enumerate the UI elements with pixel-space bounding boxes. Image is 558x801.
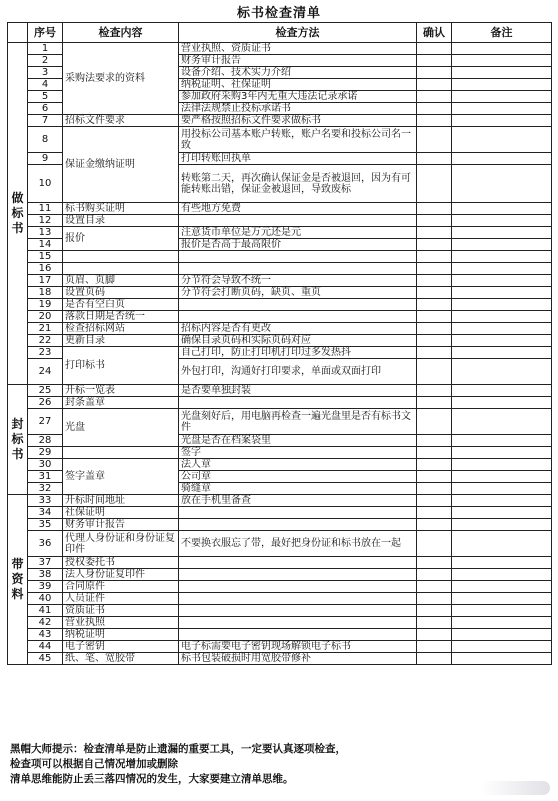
confirm-cell[interactable] xyxy=(417,629,452,641)
row-number: 27 xyxy=(28,409,63,435)
table-body xyxy=(8,43,552,665)
remark-cell[interactable] xyxy=(452,153,552,165)
confirm-cell[interactable] xyxy=(417,153,452,165)
confirm-cell[interactable] xyxy=(417,165,452,203)
remark-cell[interactable] xyxy=(452,435,552,447)
confirm-cell[interactable] xyxy=(417,507,452,519)
row-number: 26 xyxy=(28,397,63,409)
group-label-text: 做标书 xyxy=(11,191,24,235)
row-number: 29 xyxy=(28,447,63,459)
remark-cell[interactable] xyxy=(452,653,552,665)
confirm-cell[interactable] xyxy=(417,581,452,593)
check-content: 封条盖章 xyxy=(63,397,179,409)
check-content: 设置页码 xyxy=(63,287,179,299)
check-method: 法律法规禁止投标承诺书 xyxy=(179,103,417,115)
check-method: 招标内容是否有更改 xyxy=(179,323,417,335)
check-method xyxy=(179,519,417,531)
check-content: 纳税证明 xyxy=(63,629,179,641)
remark-cell[interactable] xyxy=(452,127,552,153)
confirm-cell[interactable] xyxy=(417,483,452,495)
row-number: 13 xyxy=(28,227,63,239)
check-method xyxy=(179,215,417,227)
remark-cell[interactable] xyxy=(452,115,552,127)
check-method xyxy=(179,629,417,641)
remark-cell[interactable] xyxy=(452,519,552,531)
watermark-blur xyxy=(480,781,550,795)
row-number: 31 xyxy=(28,471,63,483)
check-content: 开标一览表 xyxy=(63,385,179,397)
row-number: 32 xyxy=(28,483,63,495)
remark-cell[interactable] xyxy=(452,91,552,103)
confirm-cell[interactable] xyxy=(417,617,452,629)
confirm-cell[interactable] xyxy=(417,115,452,127)
confirm-cell[interactable] xyxy=(417,557,452,569)
table-row xyxy=(8,215,552,227)
table-row xyxy=(8,507,552,519)
check-method: 注意货币单位是万元还是元 xyxy=(179,227,417,239)
remark-cell[interactable] xyxy=(452,203,552,215)
check-content: 资质证书 xyxy=(63,605,179,617)
check-method: 放在手机里备查 xyxy=(179,495,417,507)
check-method xyxy=(179,557,417,569)
confirm-cell[interactable] xyxy=(417,459,452,471)
confirm-cell[interactable] xyxy=(417,215,452,227)
confirm-cell[interactable] xyxy=(417,239,452,251)
check-method xyxy=(179,397,417,409)
check-content: 签字盖章 xyxy=(63,459,179,495)
remark-cell[interactable] xyxy=(452,385,552,397)
table-row xyxy=(8,629,552,641)
row-number: 18 xyxy=(28,287,63,299)
check-method: 光盘刻好后，用电脑再检查一遍光盘里是否有标书文件 xyxy=(179,409,417,435)
footer-line-3: 清单思维能防止丢三落四情况的发生，大家要建立清单思维。 xyxy=(10,773,294,785)
table-row xyxy=(8,581,552,593)
group-label xyxy=(8,495,28,665)
group-label-text: 封标书 xyxy=(11,417,24,461)
check-content: 招标文件要求 xyxy=(63,115,179,127)
header-content: 检查内容 xyxy=(63,23,179,43)
table-row xyxy=(8,593,552,605)
check-method xyxy=(179,581,417,593)
remark-cell[interactable] xyxy=(452,215,552,227)
table-row xyxy=(8,653,552,665)
confirm-cell[interactable] xyxy=(417,79,452,91)
check-method: 公司章 xyxy=(179,471,417,483)
row-number: 8 xyxy=(28,127,63,153)
remark-cell[interactable] xyxy=(452,335,552,347)
check-content: 光盘 xyxy=(63,409,179,447)
remark-cell[interactable] xyxy=(452,251,552,263)
remark-cell[interactable] xyxy=(452,605,552,617)
row-number: 21 xyxy=(28,323,63,335)
confirm-cell[interactable] xyxy=(417,311,452,323)
table-row xyxy=(8,557,552,569)
remark-cell[interactable] xyxy=(452,629,552,641)
header-num: 序号 xyxy=(28,23,63,43)
check-method xyxy=(179,569,417,581)
remark-cell[interactable] xyxy=(452,617,552,629)
check-content: 是否有空白页 xyxy=(63,299,179,311)
remark-cell[interactable] xyxy=(452,557,552,569)
remark-cell[interactable] xyxy=(452,67,552,79)
table-row xyxy=(8,115,552,127)
confirm-cell[interactable] xyxy=(417,435,452,447)
check-method: 分节符会导致不统一 xyxy=(179,275,417,287)
table-row xyxy=(8,251,552,263)
group-label-text: 带资料 xyxy=(11,557,24,601)
row-number: 9 xyxy=(28,153,63,165)
check-content: 标书购买证明 xyxy=(63,203,179,215)
remark-cell[interactable] xyxy=(452,299,552,311)
check-method xyxy=(179,251,417,263)
remark-cell[interactable] xyxy=(452,569,552,581)
check-content xyxy=(63,251,179,263)
remark-cell[interactable] xyxy=(452,227,552,239)
check-method: 营业执照、资质证书 xyxy=(179,43,417,55)
table-row xyxy=(8,43,552,55)
table-row xyxy=(8,531,552,557)
row-number: 38 xyxy=(28,569,63,581)
row-number: 41 xyxy=(28,605,63,617)
check-method: 分节符会打断页码，缺页、重页 xyxy=(179,287,417,299)
remark-cell[interactable] xyxy=(452,275,552,287)
row-number: 1 xyxy=(28,43,63,55)
confirm-cell[interactable] xyxy=(417,299,452,311)
confirm-cell[interactable] xyxy=(417,605,452,617)
row-number: 25 xyxy=(28,385,63,397)
group-label xyxy=(8,385,28,495)
check-method: 不要换衣服忘了带，最好把身份证和标书放在一起 xyxy=(179,531,417,557)
check-content: 人员证件 xyxy=(63,593,179,605)
confirm-cell[interactable] xyxy=(417,495,452,507)
table-row xyxy=(8,605,552,617)
check-method: 电子标需要电子密钥现场解锁电子标书 xyxy=(179,641,417,653)
table-row xyxy=(8,287,552,299)
remark-cell[interactable] xyxy=(452,263,552,275)
confirm-cell[interactable] xyxy=(417,409,452,435)
table-row xyxy=(8,127,552,153)
check-method: 要严格按照招标文件要求做标书 xyxy=(179,115,417,127)
check-method: 骑缝章 xyxy=(179,483,417,495)
confirm-cell[interactable] xyxy=(417,471,452,483)
row-number: 12 xyxy=(28,215,63,227)
table-row xyxy=(8,459,552,471)
check-content: 页眉、页脚 xyxy=(63,275,179,287)
row-number: 3 xyxy=(28,67,63,79)
check-method: 纳税证明、社保证明 xyxy=(179,79,417,91)
row-number: 28 xyxy=(28,435,63,447)
page-title: 标书检查清单 xyxy=(236,6,321,21)
header-method: 检查方法 xyxy=(179,23,417,43)
confirm-cell[interactable] xyxy=(417,653,452,665)
row-number: 4 xyxy=(28,79,63,91)
row-number: 7 xyxy=(28,115,63,127)
check-content: 打印标书 xyxy=(63,347,179,385)
remark-cell[interactable] xyxy=(452,471,552,483)
table-row xyxy=(8,385,552,397)
confirm-cell[interactable] xyxy=(417,641,452,653)
check-content: 设置目录 xyxy=(63,215,179,227)
row-number: 20 xyxy=(28,311,63,323)
footer-line-2: 检查项可以根据自己情况增加或删除 xyxy=(10,758,178,770)
table-row xyxy=(8,335,552,347)
confirm-cell[interactable] xyxy=(417,227,452,239)
confirm-cell[interactable] xyxy=(417,203,452,215)
check-method: 打印转账回执单 xyxy=(179,153,417,165)
header-group xyxy=(8,23,28,43)
table-row xyxy=(8,203,552,215)
check-method xyxy=(179,593,417,605)
confirm-cell[interactable] xyxy=(417,447,452,459)
table-row xyxy=(8,519,552,531)
check-method xyxy=(179,617,417,629)
header-confirm: 确认 xyxy=(417,23,452,43)
check-content: 检查招标网站 xyxy=(63,323,179,335)
check-method xyxy=(179,605,417,617)
check-content: 落款日期是否统一 xyxy=(63,311,179,323)
row-number: 43 xyxy=(28,629,63,641)
check-method: 参加政府采购3年内无重大违法记录承诺 xyxy=(179,91,417,103)
check-method: 有些地方免费 xyxy=(179,203,417,215)
row-number: 14 xyxy=(28,239,63,251)
remark-cell[interactable] xyxy=(452,103,552,115)
check-content: 电子密钥 xyxy=(63,641,179,653)
remark-cell[interactable] xyxy=(452,641,552,653)
row-number: 39 xyxy=(28,581,63,593)
confirm-cell[interactable] xyxy=(417,287,452,299)
table-row xyxy=(8,323,552,335)
check-content: 财务审计报告 xyxy=(63,519,179,531)
confirm-cell[interactable] xyxy=(417,55,452,67)
table-row xyxy=(8,569,552,581)
remark-cell[interactable] xyxy=(452,323,552,335)
check-method: 光盘是否在档案袋里 xyxy=(179,435,417,447)
check-method: 财务审计报告 xyxy=(179,55,417,67)
remark-cell[interactable] xyxy=(452,287,552,299)
row-number: 15 xyxy=(28,251,63,263)
table-row xyxy=(8,263,552,275)
check-method: 转账第二天，再次确认保证金是否被退回，因为有可能转账出错，保证金被退回，导致废标 xyxy=(179,165,417,203)
table-header xyxy=(8,23,552,43)
row-number: 5 xyxy=(28,91,63,103)
table-row xyxy=(8,227,552,239)
row-number: 23 xyxy=(28,347,63,359)
row-number: 11 xyxy=(28,203,63,215)
row-number: 2 xyxy=(28,55,63,67)
row-number: 10 xyxy=(28,165,63,203)
check-method: 标书包装破损时用宽胶带修补 xyxy=(179,653,417,665)
row-number: 36 xyxy=(28,531,63,557)
check-content: 合同原件 xyxy=(63,581,179,593)
table-row xyxy=(8,447,552,459)
remark-cell[interactable] xyxy=(452,447,552,459)
check-method: 设备介绍、技术实力介绍 xyxy=(179,67,417,79)
footer-note xyxy=(10,742,550,787)
row-number: 34 xyxy=(28,507,63,519)
check-content: 营业执照 xyxy=(63,617,179,629)
row-number: 30 xyxy=(28,459,63,471)
confirm-cell[interactable] xyxy=(417,91,452,103)
check-method: 外包打印，沟通好打印要求，单面或双面打印 xyxy=(179,359,417,385)
remark-cell[interactable] xyxy=(452,359,552,385)
remark-cell[interactable] xyxy=(452,311,552,323)
checklist-table xyxy=(7,22,552,665)
confirm-cell[interactable] xyxy=(417,127,452,153)
confirm-cell[interactable] xyxy=(417,569,452,581)
footer-line-1: 黑帽大师提示：检查清单是防止遗漏的重要工具，一定要认真逐项检查， xyxy=(10,743,346,755)
remark-cell[interactable] xyxy=(452,409,552,435)
table-row xyxy=(8,409,552,435)
check-content: 更新目录 xyxy=(63,335,179,347)
remark-cell[interactable] xyxy=(452,507,552,519)
check-content: 保证金缴纳证明 xyxy=(63,127,179,203)
remark-cell[interactable] xyxy=(452,79,552,91)
confirm-cell[interactable] xyxy=(417,275,452,287)
table-row xyxy=(8,641,552,653)
remark-cell[interactable] xyxy=(452,581,552,593)
remark-cell[interactable] xyxy=(452,495,552,507)
confirm-cell[interactable] xyxy=(417,103,452,115)
check-content: 授权委托书 xyxy=(63,557,179,569)
group-label xyxy=(8,43,28,385)
row-number: 22 xyxy=(28,335,63,347)
check-method: 报价是否高于最高限价 xyxy=(179,239,417,251)
remark-cell[interactable] xyxy=(452,459,552,471)
table-row xyxy=(8,311,552,323)
check-method: 确保目录页码和实际页码对应 xyxy=(179,335,417,347)
table-row xyxy=(8,617,552,629)
remark-cell[interactable] xyxy=(452,239,552,251)
confirm-cell[interactable] xyxy=(417,347,452,359)
remark-cell[interactable] xyxy=(452,165,552,203)
row-number: 19 xyxy=(28,299,63,311)
check-content: 开标时间地址 xyxy=(63,495,179,507)
remark-cell[interactable] xyxy=(452,531,552,557)
row-number: 16 xyxy=(28,263,63,275)
check-content xyxy=(63,263,179,275)
table-row xyxy=(8,275,552,287)
confirm-cell[interactable] xyxy=(417,323,452,335)
confirm-cell[interactable] xyxy=(417,593,452,605)
row-number: 17 xyxy=(28,275,63,287)
check-method: 是否要单独封装 xyxy=(179,385,417,397)
check-content: 采购法要求的资料 xyxy=(63,43,179,115)
remark-cell[interactable] xyxy=(452,483,552,495)
confirm-cell[interactable] xyxy=(417,385,452,397)
confirm-cell[interactable] xyxy=(417,519,452,531)
check-content: 社保证明 xyxy=(63,507,179,519)
table-row xyxy=(8,347,552,359)
check-method: 法人章 xyxy=(179,459,417,471)
check-method xyxy=(179,263,417,275)
confirm-cell[interactable] xyxy=(417,263,452,275)
row-number: 33 xyxy=(28,495,63,507)
check-method xyxy=(179,507,417,519)
row-number: 45 xyxy=(28,653,63,665)
table-row xyxy=(8,397,552,409)
row-number: 24 xyxy=(28,359,63,385)
check-content xyxy=(63,447,179,459)
remark-cell[interactable] xyxy=(452,55,552,67)
row-number: 42 xyxy=(28,617,63,629)
check-content: 报价 xyxy=(63,227,179,251)
row-number: 35 xyxy=(28,519,63,531)
confirm-cell[interactable] xyxy=(417,67,452,79)
header-remark: 备注 xyxy=(452,23,552,43)
confirm-cell[interactable] xyxy=(417,43,452,55)
check-content: 纸、笔、宽胶带 xyxy=(63,653,179,665)
row-number: 40 xyxy=(28,593,63,605)
check-content: 代理人身份证和身份证复印件 xyxy=(63,531,179,557)
table-row xyxy=(8,299,552,311)
confirm-cell[interactable] xyxy=(417,397,452,409)
check-content: 法人身份证复印件 xyxy=(63,569,179,581)
row-number: 37 xyxy=(28,557,63,569)
check-method: 签字 xyxy=(179,447,417,459)
remark-cell[interactable] xyxy=(452,43,552,55)
remark-cell[interactable] xyxy=(452,397,552,409)
row-number: 44 xyxy=(28,641,63,653)
remark-cell[interactable] xyxy=(452,593,552,605)
check-method xyxy=(179,299,417,311)
confirm-cell[interactable] xyxy=(417,251,452,263)
row-number: 6 xyxy=(28,103,63,115)
check-method: 用投标公司基本账户转账，账户名要和投标公司名一致 xyxy=(179,127,417,153)
table-row xyxy=(8,495,552,507)
confirm-cell[interactable] xyxy=(417,335,452,347)
remark-cell[interactable] xyxy=(452,347,552,359)
confirm-cell[interactable] xyxy=(417,359,452,385)
check-method xyxy=(179,311,417,323)
confirm-cell[interactable] xyxy=(417,531,452,557)
check-method: 自己打印，防止打印机打印过多发热抖 xyxy=(179,347,417,359)
